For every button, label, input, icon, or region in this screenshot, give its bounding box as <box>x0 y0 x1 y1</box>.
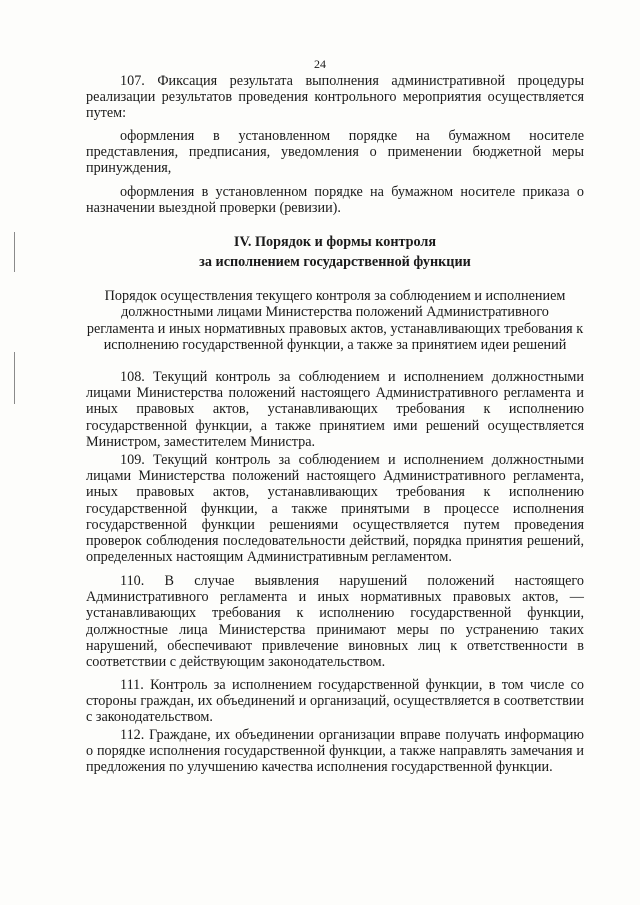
section-heading <box>86 232 584 272</box>
paragraph-109: 109. Текущий контроль за соблюдением и исполнением должностными лицами Министерства положений настоящего Административного регламента, иных правовых актов, устанавливающих требования к исполнению государственной функции, а также принятыми в процессе исполнения государственной функции решениями осуществляется путем проведения проверок соблюдения последовательности действий, порядка принятия решений, определенных настоящим Административным регламентом. <box>86 452 584 566</box>
paragraph-111: 111. Контроль за исполнением государственной функции, в том числе со стороны граждан, их объединений и организаций, осуществляется в соответствии с законодательством. <box>86 677 584 726</box>
paragraph-108: 108. Текущий контроль за соблюдением и исполнением должностными лицами Министерства положений настоящего Административного регламента и иных правовых актов, устанавливающих требования к исполнению государственной функции, а также принятием ими решений осуществляется Министром, заместителем Министра. <box>86 369 584 450</box>
paragraph-order: оформления в установленном порядке на бумажном носителе приказа о назначении выездной проверки (ревизии). <box>86 184 584 217</box>
section-subtitle: Порядок осуществления текущего контроля за соблюдением и исполнением должностными лицами Министерства положений Административного регламента и иных нормативных правовых актов, устанавливающих требования к исполнению государственной функции, а также за принятием идеи решений <box>86 288 584 354</box>
scan-artifact-line <box>14 232 15 272</box>
paragraph-107: 107. Фиксация результата выполнения административной процедуры реализации результатов проведения контрольного мероприятия осуществляется путем: <box>86 73 584 122</box>
paragraph-110: 110. В случае выявления нарушений положений настоящего Административного регламента и иных нормативных правовых актов, — устанавливающих требования к исполнению государственной функции, должностные лица Министерства принимают меры по устранению таких нарушений, обеспечивают привлечение виновных лиц к ответственности в соответствии с действующим законодательством. <box>86 573 584 671</box>
section-heading-line1: IV. Порядок и формы контроля <box>233 234 437 250</box>
scan-artifact-line <box>14 352 15 404</box>
section-heading-line2: за исполнением государственной функции <box>199 254 471 270</box>
paragraph-representation: оформления в установленном порядке на бумажном носителе представления, предписания, уведомления о применении бюджетной меры принуждения, <box>86 128 584 177</box>
page-number: 24 <box>314 57 326 71</box>
paragraph-112: 112. Граждане, их объединении организации вправе получать информацию о порядке исполнения государственной функции, а также направлять замечания и предложения по улучшению качества исполнения государственной функции. <box>86 727 584 776</box>
